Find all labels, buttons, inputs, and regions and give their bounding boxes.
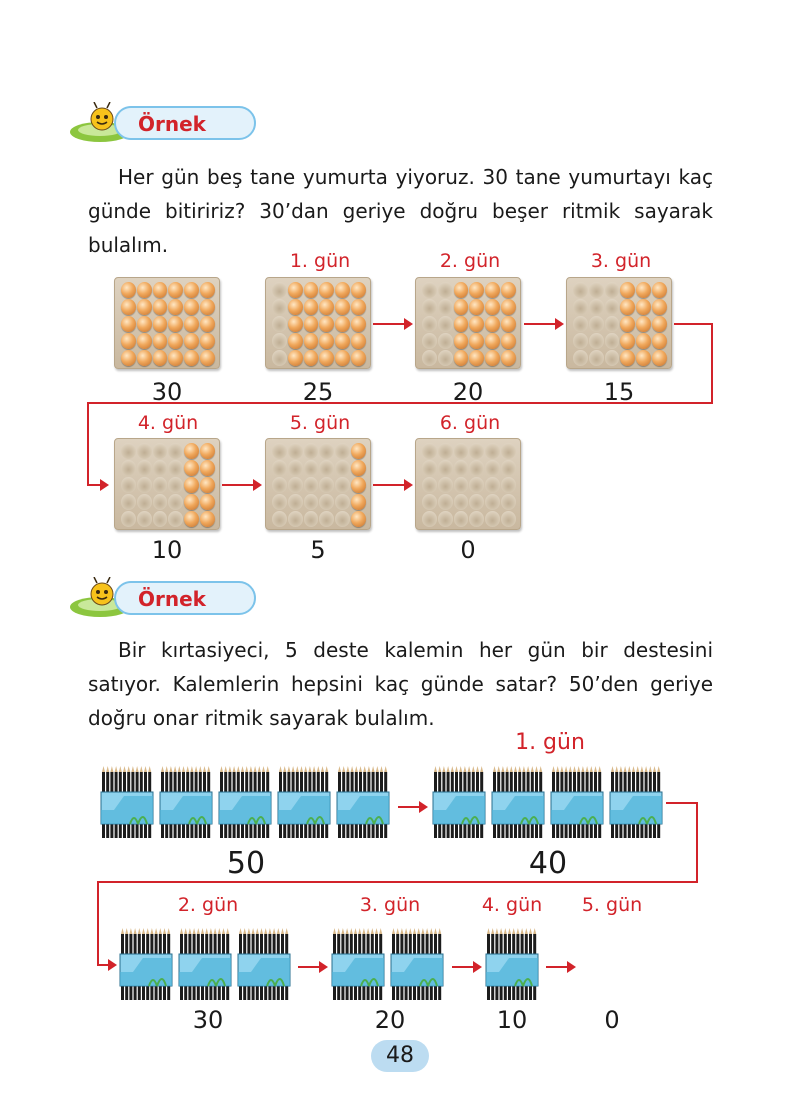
egg [200, 477, 215, 493]
empty-egg-slot [288, 443, 303, 459]
egg [636, 333, 651, 349]
empty-egg-slot [422, 333, 437, 349]
egg [620, 333, 635, 349]
connector-line [87, 402, 89, 485]
egg [288, 316, 303, 332]
empty-egg-slot [121, 494, 136, 510]
pencil-group-10 [0, 928, 1, 929]
empty-egg-slot [605, 316, 620, 332]
empty-egg-slot [454, 460, 469, 476]
egg [652, 299, 667, 315]
arrow-icon [222, 484, 260, 486]
egg [137, 299, 152, 315]
arrow-icon [373, 323, 411, 325]
egg-tray [566, 277, 672, 369]
empty-egg-slot [438, 443, 453, 459]
empty-egg-slot [137, 460, 152, 476]
empty-egg-slot [485, 443, 500, 459]
egg [200, 350, 215, 366]
egg [137, 282, 152, 298]
egg-tray [415, 277, 521, 369]
empty-egg-slot [304, 494, 319, 510]
pencil-group-40 [0, 766, 1, 767]
empty-egg-slot [272, 350, 287, 366]
egg-tray [265, 277, 371, 369]
egg [200, 460, 215, 476]
pencil-pack [159, 766, 213, 838]
empty-egg-slot [589, 282, 604, 298]
egg [319, 282, 334, 298]
arrow-icon [524, 323, 562, 325]
empty-egg-slot [501, 443, 516, 459]
empty-egg-slot [589, 316, 604, 332]
egg [335, 333, 350, 349]
egg [121, 316, 136, 332]
egg [184, 350, 199, 366]
empty-egg-slot [319, 443, 334, 459]
egg [652, 333, 667, 349]
tray-count: 25 [302, 378, 334, 406]
empty-egg-slot [168, 477, 183, 493]
empty-egg-slot [319, 460, 334, 476]
egg [351, 282, 366, 298]
egg [184, 511, 199, 527]
egg-tray [415, 438, 521, 530]
day-label: 3. gün [359, 894, 421, 916]
egg [153, 333, 168, 349]
empty-egg-slot [422, 316, 437, 332]
egg [620, 282, 635, 298]
empty-egg-slot [469, 443, 484, 459]
empty-egg-slot [272, 443, 287, 459]
egg [168, 333, 183, 349]
empty-egg-slot [335, 511, 350, 527]
empty-egg-slot [485, 460, 500, 476]
empty-egg-slot [438, 477, 453, 493]
empty-egg-slot [121, 511, 136, 527]
egg [304, 299, 319, 315]
empty-egg-slot [469, 511, 484, 527]
pencil-count: 40 [528, 846, 568, 881]
egg [454, 333, 469, 349]
egg-tray [114, 438, 220, 530]
egg [184, 316, 199, 332]
empty-egg-slot [605, 299, 620, 315]
example-badge-pill [114, 581, 256, 615]
empty-egg-slot [501, 511, 516, 527]
egg [184, 282, 199, 298]
empty-egg-slot [304, 443, 319, 459]
empty-egg-slot [501, 477, 516, 493]
page-number-text: 48 [386, 1043, 414, 1068]
empty-egg-slot [153, 494, 168, 510]
empty-egg-slot [573, 316, 588, 332]
empty-egg-slot [501, 494, 516, 510]
pencil-pack [485, 928, 539, 1000]
empty-egg-slot [288, 460, 303, 476]
empty-egg-slot [153, 460, 168, 476]
egg [652, 350, 667, 366]
egg [288, 282, 303, 298]
empty-egg-slot [454, 443, 469, 459]
egg [153, 299, 168, 315]
egg [200, 299, 215, 315]
empty-egg-slot [304, 477, 319, 493]
egg-tray [265, 438, 371, 530]
empty-egg-slot [272, 316, 287, 332]
egg [200, 494, 215, 510]
egg [288, 299, 303, 315]
egg [485, 350, 500, 366]
example-1-text [88, 160, 713, 262]
empty-egg-slot [153, 477, 168, 493]
empty-egg-slot [272, 333, 287, 349]
egg [501, 282, 516, 298]
egg [351, 511, 366, 527]
egg [288, 333, 303, 349]
empty-egg-slot [573, 350, 588, 366]
pencil-pack [390, 928, 444, 1000]
day-label: 6. gün [439, 412, 501, 434]
empty-egg-slot [485, 511, 500, 527]
egg [469, 350, 484, 366]
empty-egg-slot [304, 460, 319, 476]
egg [652, 316, 667, 332]
connector-line [666, 802, 698, 804]
example-badge-1 [70, 102, 260, 142]
empty-egg-slot [272, 477, 287, 493]
empty-egg-slot [288, 511, 303, 527]
empty-egg-slot [137, 443, 152, 459]
egg [184, 494, 199, 510]
example-2-text [88, 633, 713, 735]
tray-count: 15 [603, 378, 635, 406]
egg [319, 299, 334, 315]
egg [351, 316, 366, 332]
empty-egg-slot [589, 299, 604, 315]
example-badge-label: Örnek [138, 112, 206, 136]
egg [620, 299, 635, 315]
empty-egg-slot [272, 460, 287, 476]
pencil-count: 20 [374, 1006, 406, 1034]
egg [335, 350, 350, 366]
day-label: 1. gün [289, 250, 351, 272]
egg [351, 460, 366, 476]
egg [304, 282, 319, 298]
egg [168, 316, 183, 332]
empty-egg-slot [605, 333, 620, 349]
empty-egg-slot [422, 494, 437, 510]
empty-egg-slot [422, 350, 437, 366]
day-label: 2. gün [439, 250, 501, 272]
empty-egg-slot [137, 511, 152, 527]
egg [184, 477, 199, 493]
empty-egg-slot [485, 494, 500, 510]
tray-count: 0 [460, 536, 476, 564]
egg [454, 282, 469, 298]
egg [121, 350, 136, 366]
egg [501, 299, 516, 315]
egg [351, 299, 366, 315]
egg [184, 443, 199, 459]
empty-egg-slot [573, 282, 588, 298]
example-badge-2 [70, 577, 260, 617]
arrow-icon [546, 966, 574, 968]
egg [200, 316, 215, 332]
egg [351, 333, 366, 349]
empty-egg-slot [121, 460, 136, 476]
pencil-pack [218, 766, 272, 838]
empty-egg-slot [168, 460, 183, 476]
pencil-count: 0 [604, 1006, 620, 1034]
egg [469, 282, 484, 298]
empty-egg-slot [422, 299, 437, 315]
pencil-pack [119, 928, 173, 1000]
empty-egg-slot [422, 477, 437, 493]
empty-egg-slot [438, 460, 453, 476]
egg [200, 511, 215, 527]
day-label: 5. gün [289, 412, 351, 434]
empty-egg-slot [422, 443, 437, 459]
empty-egg-slot [121, 443, 136, 459]
egg [319, 316, 334, 332]
egg [501, 350, 516, 366]
arrow-icon [298, 966, 326, 968]
egg [636, 350, 651, 366]
egg [351, 443, 366, 459]
egg [335, 282, 350, 298]
egg [200, 443, 215, 459]
egg [200, 282, 215, 298]
empty-egg-slot [168, 494, 183, 510]
empty-egg-slot [272, 299, 287, 315]
egg [304, 316, 319, 332]
empty-egg-slot [573, 333, 588, 349]
empty-egg-slot [438, 494, 453, 510]
empty-egg-slot [137, 494, 152, 510]
egg [335, 316, 350, 332]
egg [351, 494, 366, 510]
pencil-pack [277, 766, 331, 838]
day-label: 2. gün [177, 894, 239, 916]
day-label: 4. gün [137, 412, 199, 434]
page-number [371, 1040, 429, 1072]
empty-egg-slot [422, 511, 437, 527]
connector-line [97, 881, 99, 965]
egg [620, 316, 635, 332]
tray-count: 10 [151, 536, 183, 564]
connector-line [97, 881, 698, 883]
empty-egg-slot [272, 282, 287, 298]
egg [335, 299, 350, 315]
egg [469, 333, 484, 349]
egg [200, 333, 215, 349]
empty-egg-slot [153, 511, 168, 527]
tray-count: 30 [151, 378, 183, 406]
empty-egg-slot [335, 443, 350, 459]
egg [454, 350, 469, 366]
empty-egg-slot [573, 299, 588, 315]
egg [121, 299, 136, 315]
empty-egg-slot [454, 511, 469, 527]
connector-line [696, 802, 698, 882]
empty-egg-slot [319, 494, 334, 510]
pencil-pack [178, 928, 232, 1000]
egg [137, 350, 152, 366]
empty-egg-slot [335, 477, 350, 493]
empty-egg-slot [288, 477, 303, 493]
empty-egg-slot [137, 477, 152, 493]
pencil-pack [336, 766, 390, 838]
egg-tray [114, 277, 220, 369]
egg [137, 316, 152, 332]
day-label: 4. gün [481, 894, 543, 916]
empty-egg-slot [438, 316, 453, 332]
empty-egg-slot [422, 282, 437, 298]
egg [501, 333, 516, 349]
egg [485, 333, 500, 349]
empty-egg-slot [319, 477, 334, 493]
empty-egg-slot [438, 282, 453, 298]
egg [454, 316, 469, 332]
egg [304, 350, 319, 366]
pencil-pack [331, 928, 385, 1000]
egg [137, 333, 152, 349]
arrow-icon [452, 966, 480, 968]
tray-count: 5 [310, 536, 326, 564]
empty-egg-slot [304, 511, 319, 527]
egg [501, 316, 516, 332]
pencil-count: 10 [496, 1006, 528, 1034]
egg [485, 316, 500, 332]
empty-egg-slot [272, 494, 287, 510]
egg [319, 333, 334, 349]
egg [184, 333, 199, 349]
example-badge-pill [114, 106, 256, 140]
pencil-pack [100, 766, 154, 838]
pencil-pack [609, 766, 663, 838]
empty-egg-slot [469, 494, 484, 510]
empty-egg-slot [605, 350, 620, 366]
connector-line [711, 323, 713, 403]
empty-egg-slot [438, 511, 453, 527]
egg [469, 316, 484, 332]
arrow-icon [398, 806, 426, 808]
egg [636, 316, 651, 332]
empty-egg-slot [605, 282, 620, 298]
example-1-paragraph: Her gün beş tane yumurta yiyoruz. 30 tane yumurtayı kaç günde bitiririz? 30’dan geriye doğru beşer ritmik sayarak bulalım. [88, 165, 713, 257]
pencil-pack [432, 766, 486, 838]
empty-egg-slot [501, 460, 516, 476]
empty-egg-slot [422, 460, 437, 476]
egg [168, 350, 183, 366]
egg [121, 333, 136, 349]
empty-egg-slot [438, 350, 453, 366]
egg [485, 299, 500, 315]
pencil-pack [550, 766, 604, 838]
empty-egg-slot [469, 477, 484, 493]
empty-egg-slot [288, 494, 303, 510]
egg [636, 299, 651, 315]
empty-egg-slot [485, 477, 500, 493]
egg [184, 460, 199, 476]
empty-egg-slot [589, 333, 604, 349]
egg [168, 282, 183, 298]
arrow-icon [373, 484, 411, 486]
egg [153, 316, 168, 332]
pencil-count: 30 [192, 1006, 224, 1034]
egg [168, 299, 183, 315]
egg [184, 299, 199, 315]
connector-line [674, 323, 712, 325]
egg [469, 299, 484, 315]
day-label: 5. gün [581, 894, 643, 916]
day-label: 3. gün [590, 250, 652, 272]
arrow-icon [97, 964, 115, 966]
egg [153, 282, 168, 298]
arrow-icon [87, 484, 107, 486]
egg [351, 350, 366, 366]
egg [485, 282, 500, 298]
empty-egg-slot [168, 443, 183, 459]
pencil-count: 50 [226, 846, 266, 881]
egg [319, 350, 334, 366]
empty-egg-slot [168, 511, 183, 527]
egg [636, 282, 651, 298]
egg [351, 477, 366, 493]
tray-count: 20 [452, 378, 484, 406]
pencil-pack [491, 766, 545, 838]
egg [454, 299, 469, 315]
empty-egg-slot [454, 494, 469, 510]
empty-egg-slot [319, 511, 334, 527]
egg [153, 350, 168, 366]
empty-egg-slot [272, 511, 287, 527]
empty-egg-slot [335, 494, 350, 510]
empty-egg-slot [589, 350, 604, 366]
empty-egg-slot [438, 299, 453, 315]
egg [620, 350, 635, 366]
empty-egg-slot [335, 460, 350, 476]
egg [304, 333, 319, 349]
pencil-pack [237, 928, 291, 1000]
day-label: 1. gün [515, 730, 585, 755]
example-2-paragraph: Bir kırtasiyeci, 5 deste kalemin her gün bir destesini satıyor. Kalemlerin hepsini kaç günde satar? 50’den geriye doğru onar ritmik sayarak bulalım. [88, 638, 713, 730]
empty-egg-slot [454, 477, 469, 493]
egg [288, 350, 303, 366]
egg [652, 282, 667, 298]
empty-egg-slot [153, 443, 168, 459]
example-badge-label: Örnek [138, 587, 206, 611]
egg [121, 282, 136, 298]
empty-egg-slot [438, 333, 453, 349]
empty-egg-slot [121, 477, 136, 493]
empty-egg-slot [469, 460, 484, 476]
